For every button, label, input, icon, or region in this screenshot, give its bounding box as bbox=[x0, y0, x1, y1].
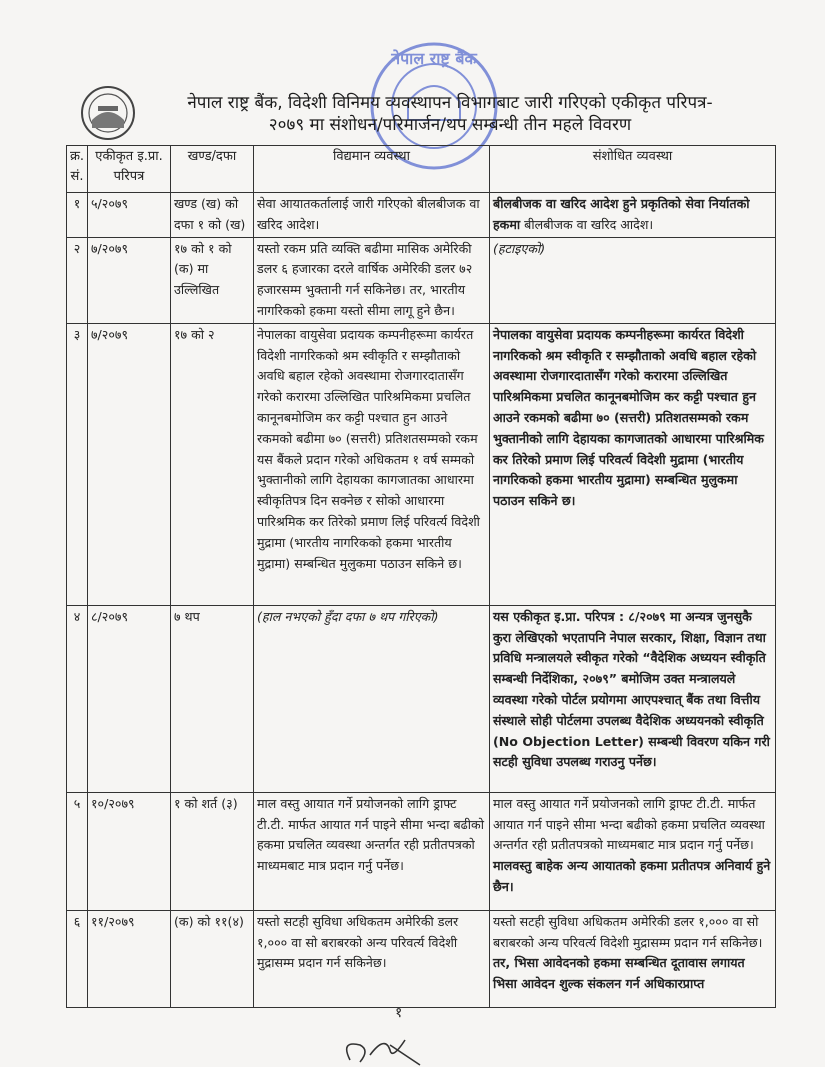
cell-revised bbox=[490, 193, 776, 238]
cell-section: ७ थप bbox=[171, 605, 254, 792]
cell-circular: ८/२०७९ bbox=[88, 605, 171, 792]
title-line-2: २०७९ मा संशोधन/परिमार्जन/थप सम्बन्धी तीन महले विवरण bbox=[268, 115, 632, 135]
cell-existing: यस्तो सटही सुविधा अधिकतम अमेरिकी डलर १,००० वा सो बराबरको अन्य परिवर्त्य विदेशी मुद्रासम्म प्रदान गर्न सकिनेछ। bbox=[254, 910, 490, 1007]
cell-revised: (हटाइएको) bbox=[490, 237, 776, 323]
cell-revised bbox=[490, 910, 776, 1007]
title-line-1: नेपाल राष्ट्र बैंक, विदेशी विनिमय व्यवस्थापन विभागबाट जारी गरिएको एकीकृत परिपत्र- bbox=[187, 93, 713, 113]
revised-bold-text: मालवस्तु बाहेक अन्य आयातको हकमा प्रतीतपत्र अनिवार्य हुने छैन। bbox=[493, 858, 771, 894]
revised-bold-text: बीलबीजक वा खरिद आदेश हुने प्रकृतिको सेवा निर्यातको हकमा bbox=[493, 196, 750, 232]
cell-revised bbox=[490, 792, 776, 910]
cell-sn: ३ bbox=[67, 323, 88, 605]
revised-text: बीलबीजक वा खरिद आदेश। bbox=[520, 216, 654, 232]
cell-revised: नेपालका वायुसेवा प्रदायक कम्पनीहरूमा कार्यरत विदेशी नागरिकको श्रम स्वीकृति र सम्झौताको अवधि बहाल रहेको अवस्थामा रोजगारदातासँग गरेको करारमा उल्लिखित पारिश्रमिकमा प्रचलित कानूनबमोजिम कर कट्टी पश्चात हुन आउने रकमको बढीमा ७० (सत्तरी) प्रतिशतसम्मको रकम भुक्तानीको लागि देहायका कागजातको आधारमा पारिश्रमिक कर तिरेको प्रमाण लिई परिवर्त्य विदेशी मुद्रामा (भारतीय नागरिकको हकमा भारतीय मुद्रामा) सम्बन्धित मुलुकमा पठाउन सकिने छ। bbox=[490, 323, 776, 605]
cell-circular: ११/२०७९ bbox=[88, 910, 171, 1007]
revised-text: यस्तो सटही सुविधा अधिकतम अमेरिकी डलर १,००० वा सो बराबरको अन्य परिवर्त्य विदेशी मुद्रासम्म प्रदान गर्न सकिनेछ। bbox=[493, 913, 763, 950]
cell-existing: माल वस्तु आयात गर्ने प्रयोजनको लागि ड्राफ्ट टी.टी. मार्फत आयात गर्न पाइने सीमा भन्दा बढीको हकमा प्रचलित व्यवस्था अन्तर्गत रही प्रतीतपत्रको माध्यमबाट मात्र प्रदान गर्नु पर्नेछ। bbox=[254, 792, 490, 910]
cell-sn: २ bbox=[67, 237, 88, 323]
table-row bbox=[67, 237, 776, 323]
header-sn: क्र. सं. bbox=[67, 146, 88, 193]
table-row bbox=[67, 792, 776, 910]
revised-text: माल वस्तु आयात गर्ने प्रयोजनको लागि ड्राफ्ट टी.टी. मार्फत आयात गर्न पाइने सीमा भन्दा बढीको हकमा प्रचलित व्यवस्था अन्तर्गत रही प्रतीतपत्रको माध्यमबाट मात्र प्रदान गर्नु पर्नेछ। bbox=[493, 795, 765, 853]
cell-existing: सेवा आयातकर्तालाई जारी गरिएको बीलबीजक वा खरिद आदेश। bbox=[254, 193, 490, 238]
revised-bold-text: तर, भिसा आवेदनको हकमा सम्बन्धित दूतावास लगायत भिसा आवेदन शुल्क संकलन गर्न अधिकारप्राप्त bbox=[493, 955, 745, 992]
cell-sn: १ bbox=[67, 193, 88, 238]
amendment-table bbox=[66, 145, 776, 1008]
cell-section: १ को शर्त (३) bbox=[171, 792, 254, 910]
cell-existing: यस्तो रकम प्रति व्यक्ति बढीमा मासिक अमेरिकी डलर ६ हजारका दरले वार्षिक अमेरिकी डलर ७२ हजारसम्म भुक्तानी गर्न सकिनेछ। तर, भारतीय नागरिकको हकमा यस्तो सीमा लागू हुने छैन। bbox=[254, 237, 490, 323]
cell-sn: ६ bbox=[67, 910, 88, 1007]
document-title bbox=[150, 92, 750, 136]
table-row bbox=[67, 323, 776, 605]
cell-sn: ४ bbox=[67, 605, 88, 792]
handwritten-signature bbox=[330, 1030, 440, 1067]
cell-existing: (हाल नभएको हुँदा दफा ७ थप गरिएको) bbox=[254, 605, 490, 792]
cell-existing: नेपालका वायुसेवा प्रदायक कम्पनीहरूमा कार्यरत विदेशी नागरिकको श्रम स्वीकृति र सम्झौताको अवधि बहाल रहेको अवस्थामा रोजगारदातासँग गरेको करारमा उल्लिखित पारिश्रमिकमा प्रचलित कानूनबमोजिम कर कट्टी पश्चात हुन आउने रकमको बढीमा ७० (सत्तरी) प्रतिशतसम्मको रकम यस बैंकले प्रदान गरेको अधिकतम १ वर्ष सम्मको भुक्तानीको लागि देहायका कागजातका आधारमा स्वीकृतिपत्र दिन सक्नेछ र सोको आधारमा पारिश्रमिक कर तिरेको प्रमाण लिई परिवर्त्य विदेशी मुद्रामा (भारतीय नागरिकको हकमा भारतीय मुद्रामा) सम्बन्धित मुलुकमा पठाउन सकिने छ। bbox=[254, 323, 490, 605]
cell-section: १७ को १ को (क) मा उल्लिखित bbox=[171, 237, 254, 323]
nepal-rastra-bank-logo bbox=[80, 84, 136, 142]
header-existing: विद्यमान व्यवस्था bbox=[254, 146, 490, 193]
cell-circular: १०/२०७९ bbox=[88, 792, 171, 910]
cell-section: (क) को ११(४) bbox=[171, 910, 254, 1007]
cell-sn: ५ bbox=[67, 792, 88, 910]
cell-revised: यस एकीकृत इ.प्रा. परिपत्र : ८/२०७९ मा अन्यत्र जुनसुकै कुरा लेखिएको भएतापनि नेपाल सरकार, शिक्षा, विज्ञान तथा प्रविधि मन्त्रालयले स्वीकृत गरेको “वैदेशिक अध्ययन स्वीकृति सम्बन्धी निर्देशिका, २०७९” बमोजिम उक्त मन्त्रालयले व्यवस्था गरेको पोर्टल प्रयोगमा आएपश्चात् बैंक तथा वित्तीय संस्थाले सोही पोर्टलमा उपलब्ध वैदेशिक अध्ययनको स्वीकृति (No Objection Letter) सम्बन्धी विवरण यकिन गरी सटही सुविधा उपलब्ध गराउनु पर्नेछ। bbox=[490, 605, 776, 792]
svg-text:नेपाल राष्ट्र बैंक: नेपाल राष्ट्र बैंक bbox=[391, 49, 477, 68]
page-number: १ bbox=[395, 1005, 403, 1021]
table-row bbox=[67, 193, 776, 238]
cell-circular: ७/२०७९ bbox=[88, 237, 171, 323]
cell-circular: ७/२०७९ bbox=[88, 323, 171, 605]
cell-section: खण्ड (ख) को दफा १ को (ख) bbox=[171, 193, 254, 238]
header-section: खण्ड/दफा bbox=[171, 146, 254, 193]
header-revised: संशोधित व्यवस्था bbox=[490, 146, 776, 193]
header-circular: एकीकृत इ.प्रा. परिपत्र bbox=[88, 146, 171, 193]
table-row bbox=[67, 605, 776, 792]
table-row bbox=[67, 910, 776, 1007]
table-header-row bbox=[67, 146, 776, 193]
cell-section: १७ को २ bbox=[171, 323, 254, 605]
cell-circular: ५/२०७९ bbox=[88, 193, 171, 238]
